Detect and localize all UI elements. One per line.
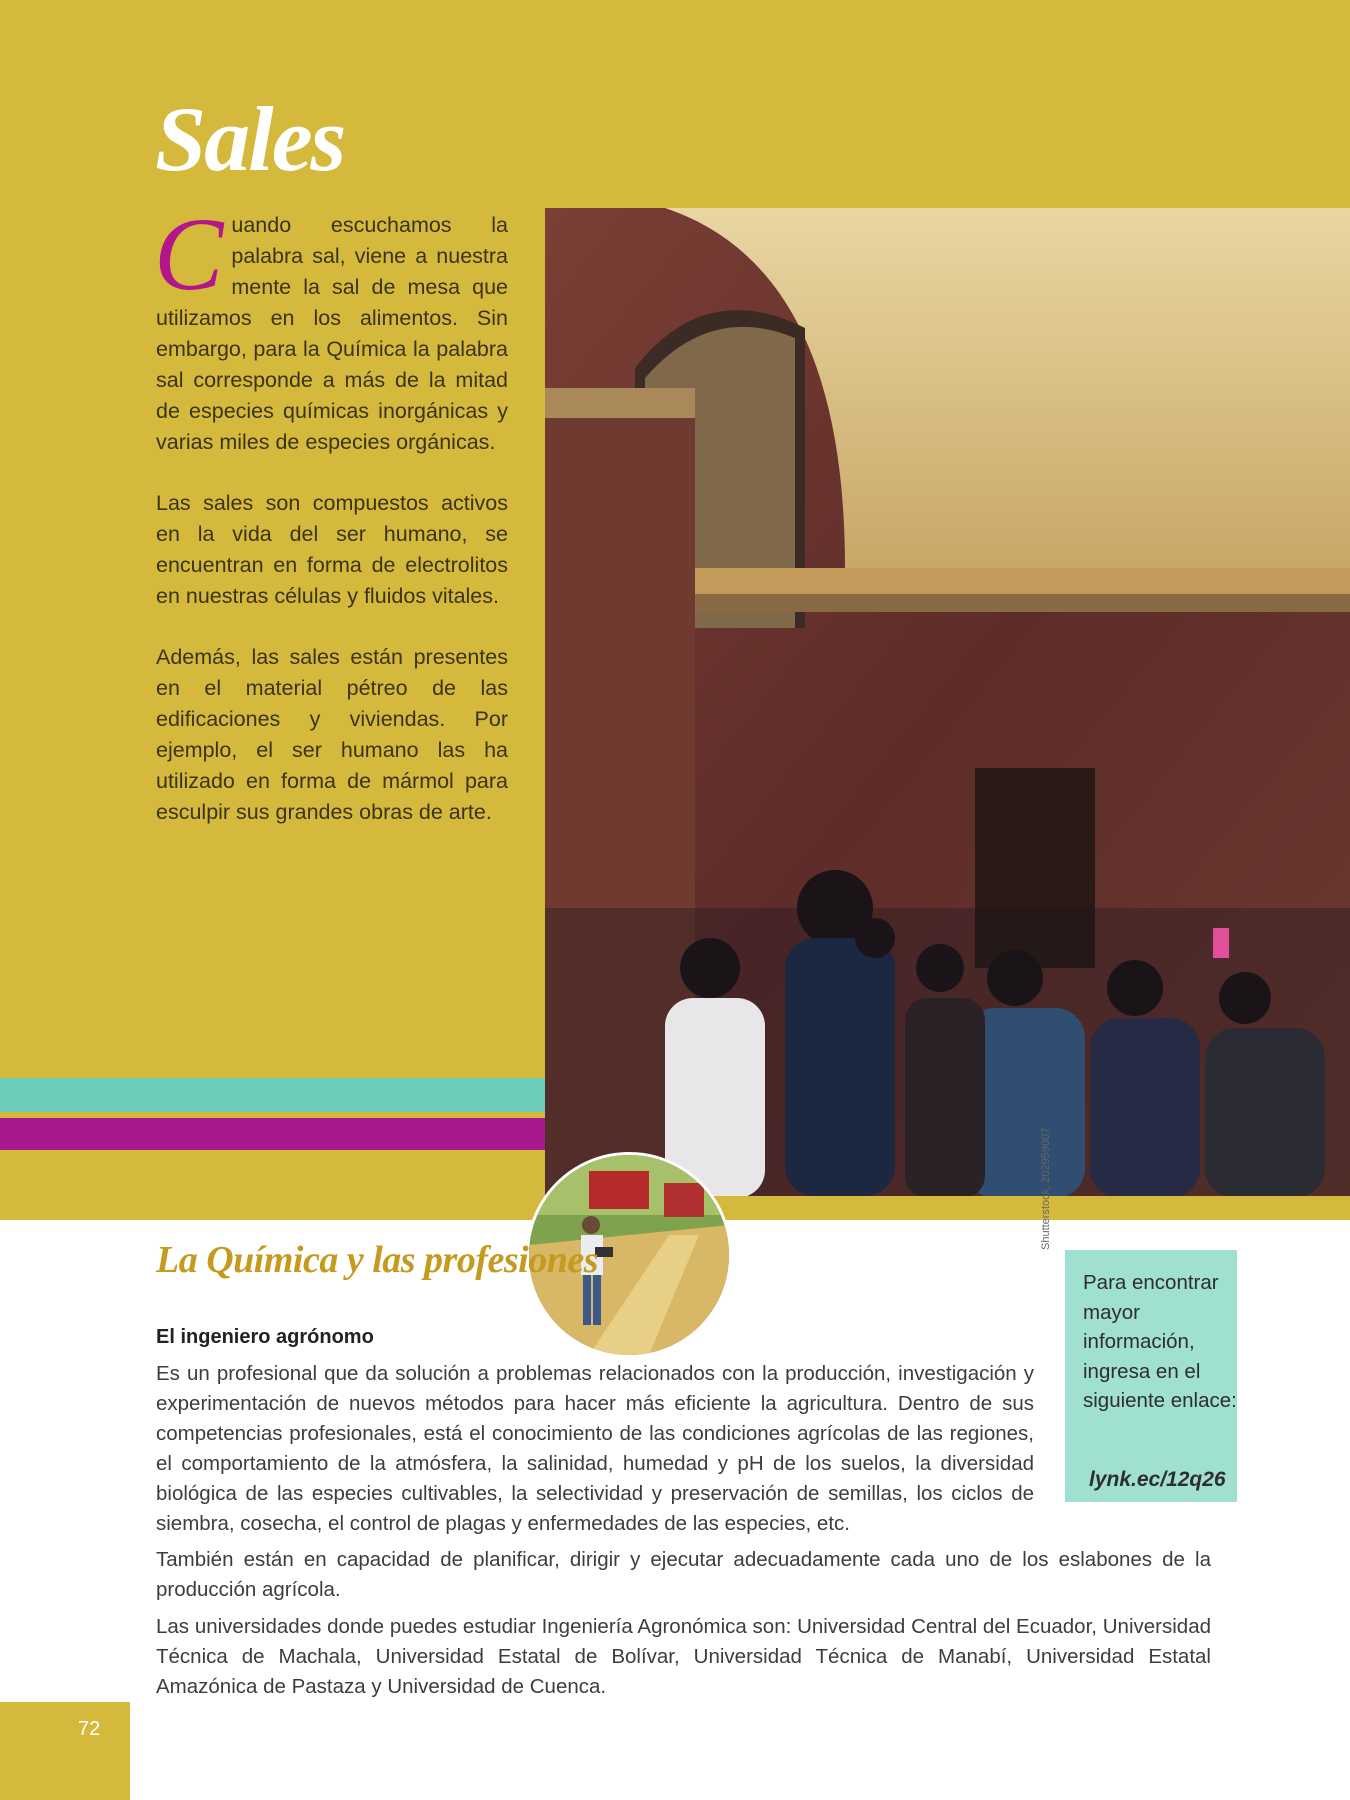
info-link[interactable]: lynk.ec/12q26: [1089, 1468, 1226, 1491]
museum-hall-photo: [545, 208, 1350, 1196]
intro-paragraph-2: Las sales son compuestos activos en la vida del ser humano, se encuentran en forma de electrolitos en nuestras células y fluidos vitales.: [156, 491, 508, 608]
museum-hall-illustration: [545, 208, 1350, 1196]
decorative-stripe-magenta: [0, 1118, 548, 1150]
section-paragraph-3: Las universidades donde puedes estudiar Ingeniería Agronómica son: Universidad Central del Ecuador, Universidad Técnica de Machala, Universidad Estatal de Bolívar, Universidad Técnica de Manabí, Universidad Estatal Amazónica de Pastaza y Universidad de Cuenca.: [156, 1615, 1211, 1698]
page-title: Sales: [155, 88, 345, 190]
info-box-text: Para encontrar mayor información, ingresa en el siguiente enlace:: [1083, 1271, 1237, 1412]
section-paragraph-2: También están en capacidad de planificar, dirigir y ejecutar adecuadamente cada uno de los eslabones de la producción agrícola.: [156, 1548, 1211, 1601]
section-paragraph-1: Es un profesional que da solución a problemas relacionados con la producción, investigación y experimentación de nuevos métodos para hacer más eficiente la agricultura. Dentro de sus competencias profesionales, está el conocimiento de las condiciones agrícolas de las regiones, el comportamiento de la atmósfera, la salinidad, humedad y pH de los suelos, la diversidad biológica de las especies cultivables, la selectividad y preservación de semillas, los ciclos de siembra, cosecha, el control de plagas y enfermedades de las especies, etc.: [156, 1362, 1034, 1535]
page-number: 72: [78, 1718, 101, 1740]
section-subtitle: El ingeniero agrónomo: [156, 1326, 374, 1348]
intro-paragraph-1: Cuando escuchamos la palabra sal, viene a nuestra mente la sal de mesa que utilizamos en los alimentos. Sin embargo, para la Química la palabra sal corresponde a más de la mitad de especies químicas inorgánicas y varias miles de especies orgánicas.: [154, 197, 508, 454]
photo-credit: Shutterstock, 202959007: [1040, 1127, 1052, 1250]
page-number-tab: [0, 1702, 130, 1800]
intro-paragraph-3: Además, las sales están presentes en el material pétreo de las edificaciones y viviendas. Por ejemplo, el ser humano las ha utilizado en forma de mármol para esculpir sus grandes obras de arte.: [156, 645, 508, 824]
intro-text: [154, 197, 508, 858]
section-title: La Química y las profesiones: [156, 1239, 598, 1281]
info-box: [1065, 1250, 1237, 1502]
drop-cap: C: [154, 197, 224, 312]
decorative-stripe-teal: [0, 1078, 548, 1112]
